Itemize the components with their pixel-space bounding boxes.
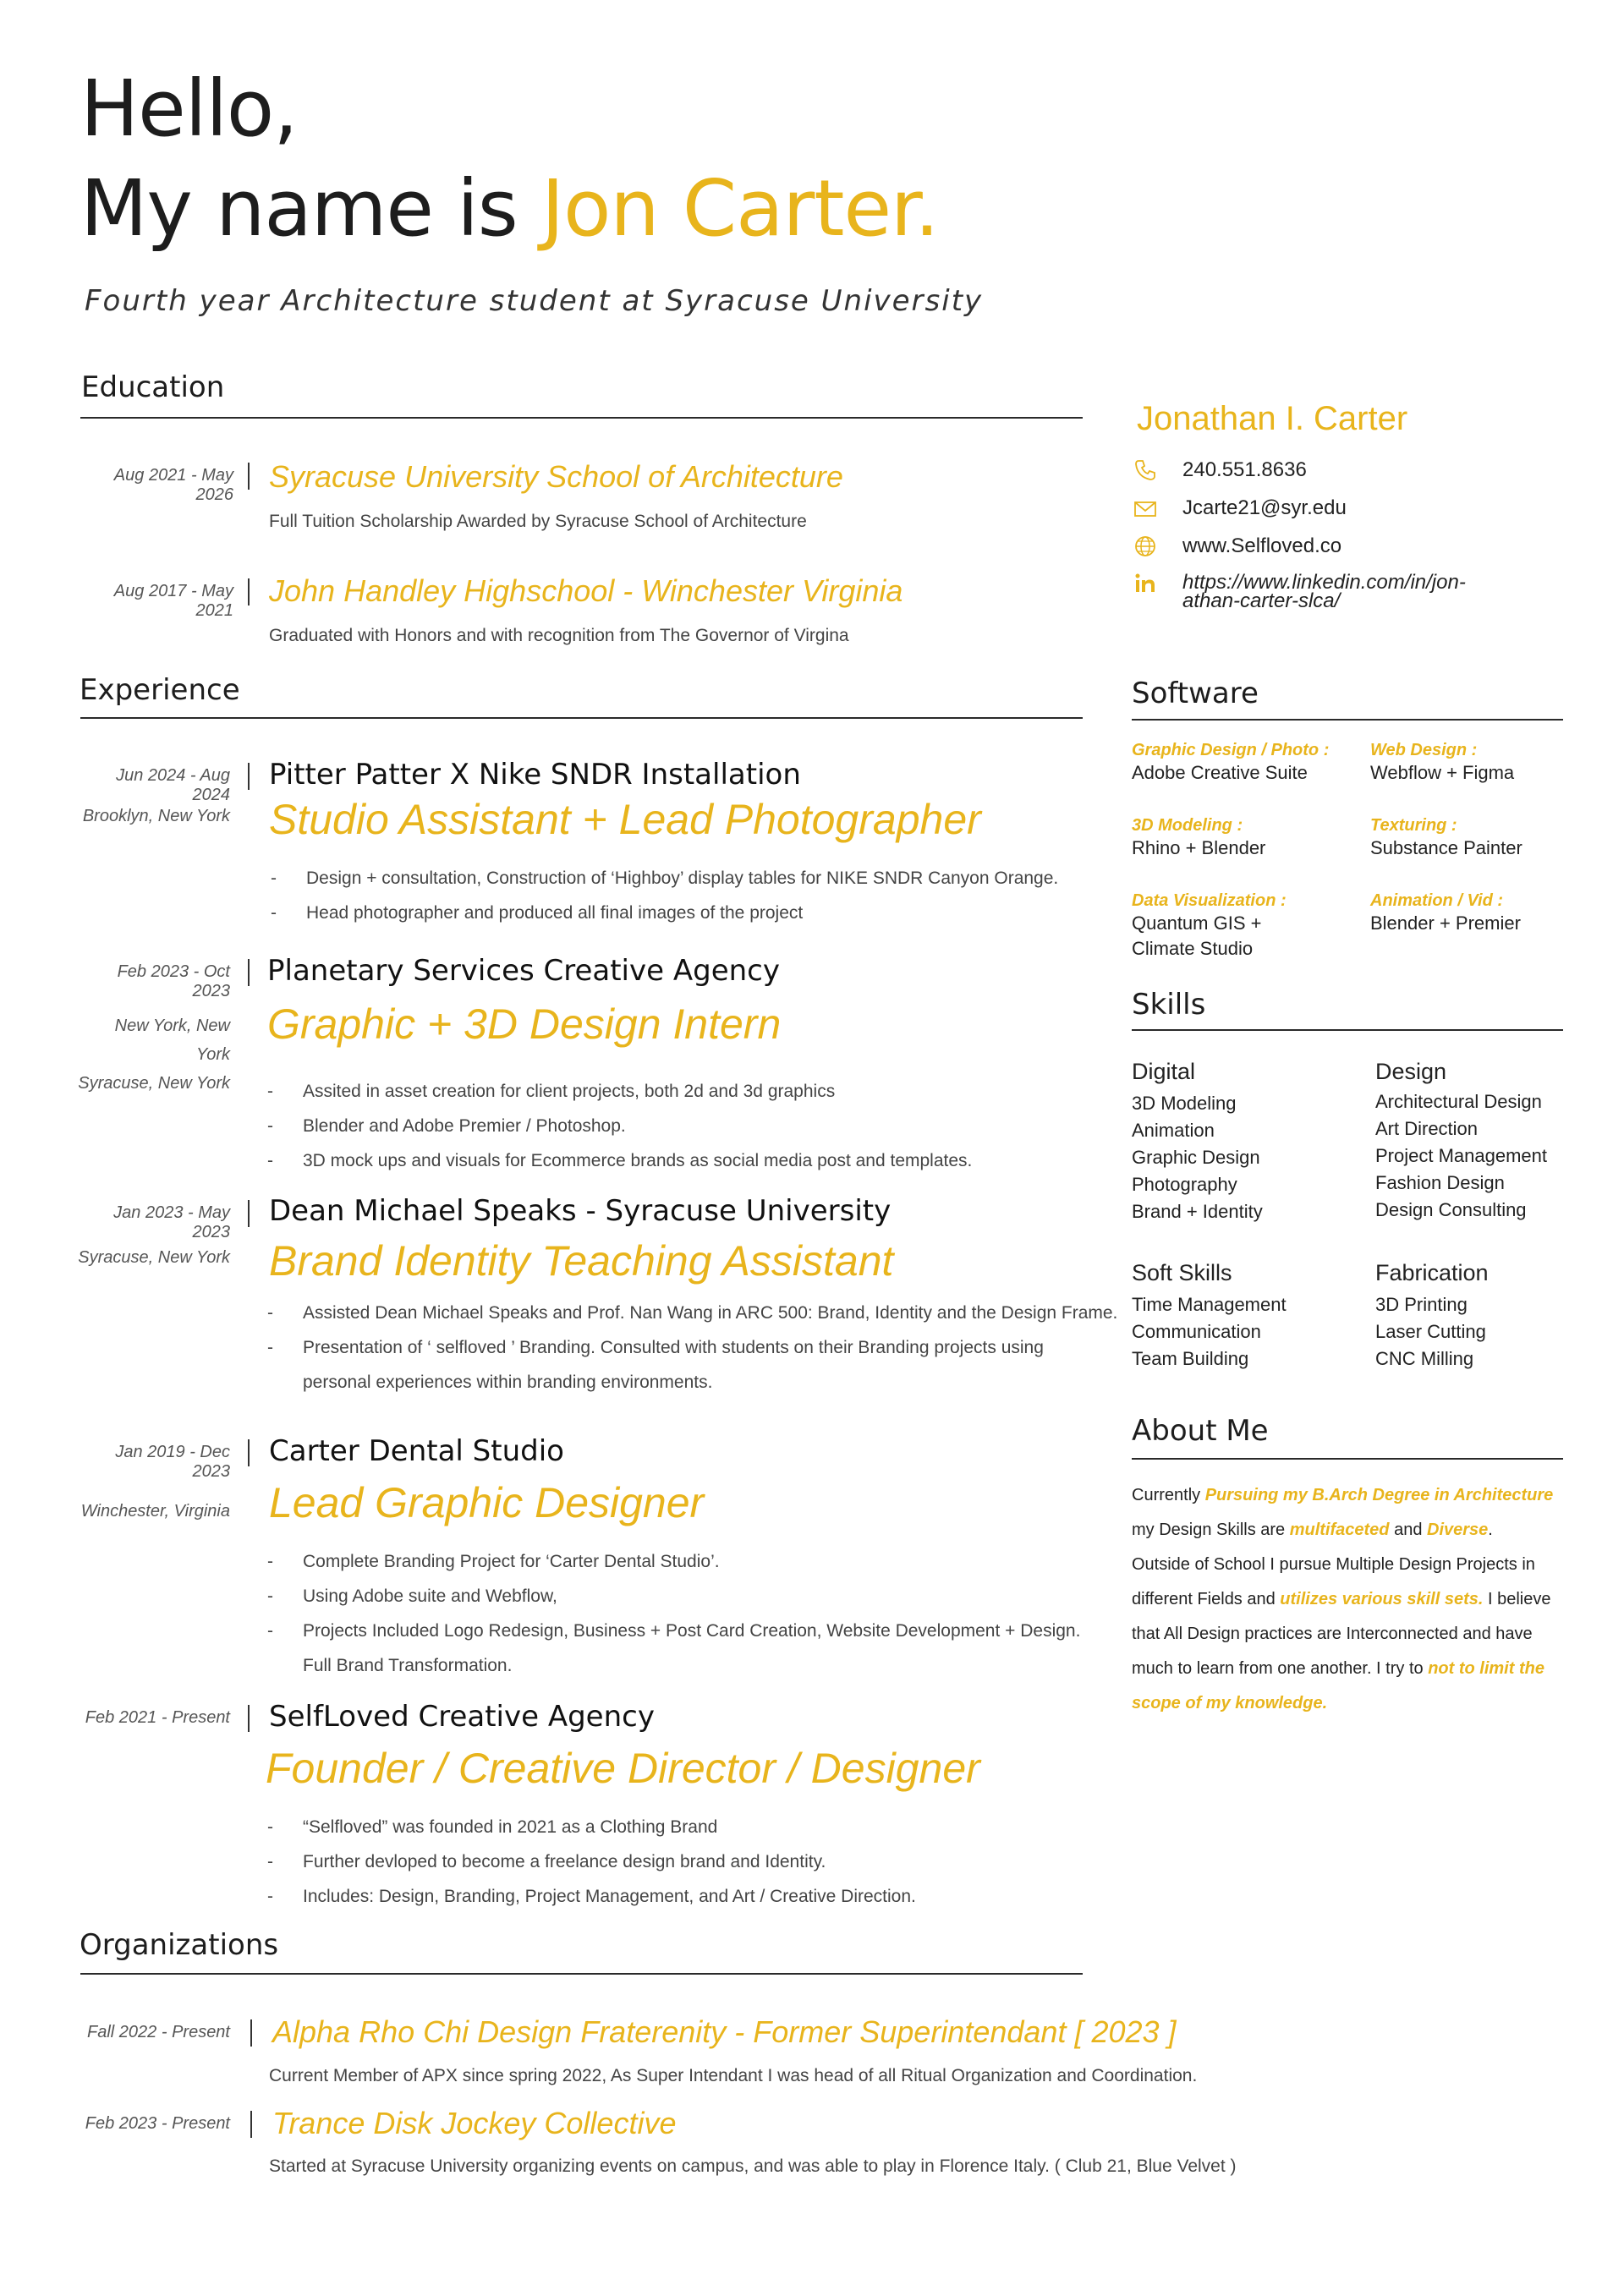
skill-item: Project Management [1375, 1145, 1547, 1166]
linkedin-link[interactable] [1182, 573, 1466, 611]
bullet: - Using Adobe suite and Webflow, [267, 1586, 557, 1606]
software-item [1370, 891, 1521, 936]
software-item [1132, 891, 1287, 962]
edu-school-2: John Handley Highschool - Winchester Virginia [269, 573, 903, 608]
software-rule [1132, 719, 1563, 721]
bullet: - Head photographer and produced all final images of the project [271, 903, 804, 923]
exp-org-1: Pitter Patter X Nike SNDR Installation [269, 758, 801, 792]
hello-line: Hello, [80, 63, 298, 154]
org-name-1: Alpha Rho Chi Design Fraterenity - Former Superintendant [ 2023 ] [272, 2014, 1177, 2049]
bullet: - Assited in asset creation for client projects, both 2d and 3d graphics [267, 1082, 836, 1101]
mail-icon [1133, 497, 1157, 521]
skill-item: Animation [1132, 1120, 1215, 1141]
edu-divider-2 [248, 578, 250, 606]
software-label: Data Visualization : [1132, 891, 1287, 910]
bullet: - Design + consultation, Construction of ‘Highboy’ display tables for NIKE SNDR Canyon Orange. [271, 869, 1059, 888]
edu-desc-2: Graduated with Honors and with recognition from The Governor of Virgina [269, 626, 849, 645]
greeting [80, 59, 939, 259]
skill-item: Brand + Identity [1132, 1201, 1263, 1222]
exp-location-3: Syracuse, New York [78, 1248, 230, 1267]
software-value: Climate Studio [1132, 938, 1254, 959]
software-item [1132, 741, 1329, 786]
software-label: Animation / Vid : [1370, 891, 1504, 910]
software-value: Quantum GIS + [1132, 912, 1262, 934]
exp-divider-1 [248, 763, 250, 790]
software-value: Adobe Creative Suite [1132, 762, 1308, 783]
about-heading: About Me [1132, 1414, 1269, 1448]
exp-org-4: Carter Dental Studio [269, 1434, 564, 1468]
exp-location-2 [78, 1011, 230, 1098]
software-item [1370, 741, 1514, 786]
education-heading: Education [81, 370, 225, 404]
experience-rule [80, 717, 1083, 719]
exp-divider-2 [248, 959, 250, 986]
location-line: New York, New York [114, 1016, 230, 1064]
edu-divider-1 [248, 463, 250, 490]
exp-role-3: Brand Identity Teaching Assistant [269, 1237, 894, 1285]
exp-role-4: Lead Graphic Designer [269, 1479, 705, 1526]
exp-date-5: Feb 2021 - Present [85, 1708, 230, 1727]
software-value: Webflow + Figma [1370, 762, 1515, 783]
skill-item: Architectural Design [1375, 1091, 1542, 1112]
skill-group-soft [1132, 1260, 1287, 1373]
skills-heading: Skills [1132, 988, 1206, 1022]
software-heading: Software [1132, 677, 1259, 710]
skill-list [1375, 1291, 1489, 1373]
linkedin-line: athan-carter-slca/ [1182, 589, 1341, 612]
bullet: - 3D mock ups and visuals for Ecommerce brands as social media post and templates. [267, 1151, 973, 1170]
org-date-2: Feb 2023 - Present [85, 2114, 230, 2133]
bullet: - Further devloped to become a freelance design brand and Identity. [267, 1852, 826, 1871]
software-label: 3D Modeling : [1132, 816, 1243, 835]
org-divider-1 [250, 2019, 252, 2047]
skill-list [1375, 1088, 1547, 1224]
name-prefix: My name is [80, 163, 541, 254]
exp-date-3: Jan 2023 - May 2023 [113, 1203, 230, 1241]
website-text[interactable]: www.Selfloved.co [1182, 534, 1342, 557]
exp-bullets-4 [267, 1544, 1080, 1683]
skill-group-fabrication [1375, 1260, 1489, 1373]
software-value: Rhino + Blender [1132, 837, 1266, 858]
full-name: Jonathan I. Carter [1137, 400, 1408, 437]
software-label: Texturing : [1370, 816, 1457, 835]
skill-item: Fashion Design [1375, 1172, 1505, 1193]
software-value: Blender + Premier [1370, 912, 1521, 934]
bullet: - Projects Included Logo Redesign, Business + Post Card Creation, Website Development + Design. [267, 1621, 1081, 1641]
linkedin-icon [1133, 572, 1157, 595]
bullet: - Presentation of ‘ selfloved ’ Branding. Consulted with students on their Branding projects using [267, 1338, 1044, 1357]
edu-date-1: Aug 2021 - May 2026 [113, 466, 233, 504]
exp-divider-4 [248, 1439, 250, 1466]
exp-org-3: Dean Michael Speaks - Syracuse University [269, 1194, 892, 1228]
name-highlight: Jon Carter. [540, 163, 939, 254]
phone-text[interactable]: 240.551.8636 [1182, 458, 1307, 481]
skills-rule [1132, 1029, 1563, 1031]
exp-bullets-3 [267, 1296, 1117, 1400]
skill-group-head: Design [1375, 1059, 1447, 1084]
skill-item: 3D Printing [1375, 1294, 1468, 1315]
org-date-1: Fall 2022 - Present [87, 2023, 230, 2041]
bullet: - Includes: Design, Branding, Project Management, and Art / Creative Direction. [267, 1887, 916, 1906]
skill-item: Time Management [1132, 1294, 1287, 1315]
location-line: Syracuse, New York [78, 1074, 230, 1093]
exp-org-2: Planetary Services Creative Agency [267, 954, 780, 988]
software-item [1370, 816, 1522, 861]
org-divider-2 [250, 2111, 252, 2138]
globe-icon [1133, 534, 1157, 558]
skill-item: 3D Modeling [1132, 1093, 1237, 1114]
exp-role-2: Graphic + 3D Design Intern [267, 1000, 782, 1048]
experience-heading: Experience [80, 673, 240, 707]
education-rule [80, 417, 1083, 419]
email-text[interactable]: Jcarte21@syr.edu [1182, 496, 1347, 519]
software-label: Graphic Design / Photo : [1132, 741, 1330, 759]
organizations-rule [80, 1973, 1083, 1975]
bullet: - “Selfloved” was founded in 2021 as a Clothing Brand [267, 1817, 718, 1837]
skill-item: Team Building [1132, 1348, 1249, 1369]
org-desc-2: Started at Syracuse University organizing events on campus, and was able to play in Florence Italy. ( Club 21, Blue Velvet ) [269, 2156, 1237, 2176]
skill-group-head: Soft Skills [1132, 1260, 1232, 1285]
skill-item: Photography [1132, 1174, 1237, 1195]
bullet: - Assisted Dean Michael Speaks and Prof. Nan Wang in ARC 500: Brand, Identity and the Design Frame. [267, 1303, 1118, 1323]
skill-item: Graphic Design [1132, 1147, 1260, 1168]
skill-group-design [1375, 1059, 1547, 1224]
software-value: Substance Painter [1370, 837, 1522, 858]
skill-group-head: Digital [1132, 1059, 1196, 1084]
exp-bullets-1 [271, 861, 1058, 930]
linkedin-line: https://www.linkedin.com/in/jon- [1182, 571, 1466, 594]
tagline: Fourth year Architecture student at Syracuse University [85, 284, 984, 318]
org-name-2: Trance Disk Jockey Collective [272, 2106, 677, 2140]
about-paragraph: Currently Pursuing my B.Arch Degree in Architecture my Design Skills are multifaceted and Diverse. Outside of School I pursue Multiple Design Projects in different Fields and utilizes various skill sets. I believe that All Design practices are Interconnected and have much to learn from one another. I try to not to limit the scope of my knowledge. [1132, 1486, 1554, 1712]
skill-item: Art Direction [1375, 1118, 1479, 1139]
skill-group-digital [1132, 1059, 1263, 1225]
edu-desc-1: Full Tuition Scholarship Awarded by Syracuse School of Architecture [269, 512, 807, 531]
skill-group-head: Fabrication [1375, 1260, 1489, 1285]
phone-icon [1133, 458, 1157, 482]
exp-divider-5 [248, 1705, 250, 1732]
exp-date-2: Feb 2023 - Oct 2023 [117, 962, 230, 1000]
software-item [1132, 816, 1265, 861]
bullet: - Blender and Adobe Premier / Photoshop. [267, 1116, 626, 1136]
skill-item: CNC Milling [1375, 1348, 1474, 1369]
organizations-heading: Organizations [80, 1928, 279, 1962]
name-line [80, 159, 939, 259]
software-label: Web Design : [1370, 741, 1478, 759]
exp-bullets-5 [267, 1810, 916, 1914]
exp-location-1: Brooklyn, New York [82, 807, 230, 825]
exp-role-1: Studio Assistant + Lead Photographer [269, 796, 981, 843]
about-rule [1132, 1458, 1563, 1460]
bullet: - Complete Branding Project for ‘Carter Dental Studio’. [267, 1552, 720, 1571]
exp-role-5: Founder / Creative Director / Designer [266, 1745, 980, 1792]
exp-bullets-2 [267, 1074, 972, 1178]
edu-school-1: Syracuse University School of Architecture [269, 459, 843, 494]
exp-location-4: Winchester, Virginia [80, 1502, 230, 1521]
org-desc-1: Current Member of APX since spring 2022, As Super Intendant I was head of all Ritual Organization and Coordination. [269, 2066, 1198, 2085]
skill-list [1132, 1291, 1287, 1373]
skill-list [1132, 1090, 1263, 1225]
edu-date-2: Aug 2017 - May 2021 [113, 582, 233, 620]
exp-date-1: Jun 2024 - Aug 2024 [116, 766, 230, 804]
skill-item: Laser Cutting [1375, 1321, 1486, 1342]
exp-divider-3 [248, 1200, 250, 1227]
exp-org-5: SelfLoved Creative Agency [269, 1700, 655, 1734]
exp-date-4: Jan 2019 - Dec 2023 [115, 1443, 230, 1481]
bullet: personal experiences within branding environments. [303, 1373, 713, 1392]
skill-item: Communication [1132, 1321, 1261, 1342]
bullet: Full Brand Transformation. [303, 1656, 513, 1675]
skill-item: Design Consulting [1375, 1199, 1527, 1220]
